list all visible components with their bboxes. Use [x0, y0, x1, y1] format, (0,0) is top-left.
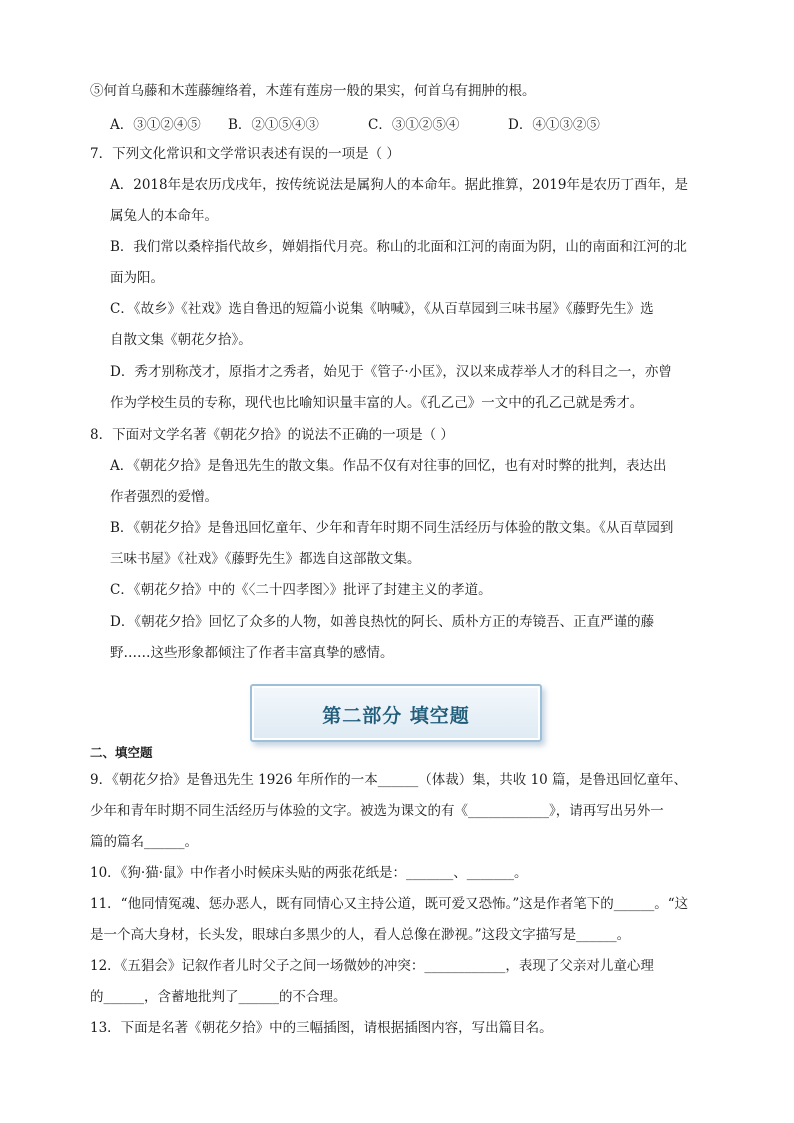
q7-option-c-cont: 自散文集《朝花夕拾》。 [110, 332, 252, 348]
q9-line-2: 少年和青年时期不同生活经历与体验的文字。被选为课文的有《____________》，请再写出另外一 [90, 803, 664, 819]
q6-option-d: D．④①③②⑤ [508, 117, 600, 133]
q10-line-1: 10．《狗·猫·鼠》中作者小时候床头贴的两张花纸是：_______、_______。 [90, 865, 528, 881]
q7-option-d: D．秀才别称茂才，原指才之秀者，始见于《管子·小匡》，汉以来成荐举人才的科目之一，亦曾 [110, 364, 672, 380]
q7-option-d-cont: 作为学校生员的专称，现代也比喻知识量丰富的人。《孔乙己》一文中的孔乙己就是秀才。 [110, 395, 644, 411]
q7-stem: 7．下列文化常识和文学常识表述有误的一项是（ ） [90, 146, 400, 162]
q7-option-b-cont: 面为阳。 [110, 270, 164, 286]
q8-option-a-cont: 作者强烈的爱憎。 [110, 489, 218, 505]
q8-option-d-cont: 野……这些形象都倾注了作者丰富真挚的感情。 [110, 645, 394, 661]
q9-line-1: 9．《朝花夕拾》是鲁迅先生 1926 年所作的一本______（体裁）集，共收 10 篇，是鲁迅回忆童年、 [90, 772, 688, 788]
q6-option-a: A．③①②④⑤ [110, 117, 201, 133]
section-banner-title: 第二部分 填空题 [322, 705, 470, 727]
q9-line-3: 篇的篇名______。 [90, 834, 198, 850]
q8-option-b-cont: 三味书屋》《社戏》《藤野先生》都选自这部散文集。 [110, 551, 421, 567]
q12-line-1: 12．《五猖会》记叙作者儿时父子之间一场微妙的冲突：____________，表现了父亲对儿童心理 [90, 958, 654, 974]
q11-line-1: 11．“他同情冤魂、惩办恶人，既有同情心又主持公道，既可爱又恐怖。”这是作者笔下的______。“这 [90, 896, 689, 912]
q8-option-d: D．《朝花夕拾》回忆了众多的人物，如善良热忱的阿长、质朴方正的寿镜吾、正直严谨的藤 [110, 614, 655, 630]
q6-option-b: B．②①⑤④③ [228, 117, 319, 133]
q8-option-c: C．《朝花夕拾》中的《〈二十四孝图〉》批评了封建主义的孝道。 [110, 582, 492, 598]
q7-option-a: A．2018年是农历戊戌年，按传统说法是属狗人的本命年。据此推算，2019年是农历丁酉年，是 [110, 177, 688, 193]
q7-option-a-cont: 属兔人的本命年。 [110, 208, 218, 224]
q6-item-5: ⑤何首乌藤和木莲藤缠络着，木莲有莲房一般的果实，何首乌有拥肿的根。 [90, 83, 536, 99]
q8-stem: 8．下面对文学名著《朝花夕拾》的说法不正确的一项是（ ） [90, 427, 454, 443]
q8-option-a: A．《朝花夕拾》是鲁迅先生的散文集。作品不仅有对往事的回忆，也有对时弊的批判，表达出 [110, 458, 667, 474]
section-banner [250, 684, 542, 742]
q7-option-c: C．《故乡》《社戏》选自鲁迅的短篇小说集《呐喊》，《从百草园到三味书屋》《藤野先生》选 [110, 301, 654, 317]
q7-option-b: B．我们常以桑梓指代故乡，婵娟指代月亮。称山的北面和江河的南面为阴，山的南面和江河的北 [110, 239, 687, 255]
q12-line-2: 的______，含蓄地批判了______的不合理。 [90, 989, 347, 1005]
q8-option-b: B．《朝花夕拾》是鲁迅回忆童年、少年和青年时期不同生活经历与体验的散文集。《从百草园到 [110, 520, 674, 536]
q6-option-c: C．③①②⑤④ [368, 117, 460, 133]
q11-line-2: 是一个高大身材，长头发，眼球白多黑少的人，看人总像在渺视。”这段文字描写是______。 [90, 927, 631, 943]
section-heading: 二、填空题 [90, 745, 153, 760]
q13-line-1: 13．下面是名著《朝花夕拾》中的三幅插图，请根据插图内容，写出篇目名。 [90, 1020, 553, 1036]
q6-options [110, 113, 600, 133]
